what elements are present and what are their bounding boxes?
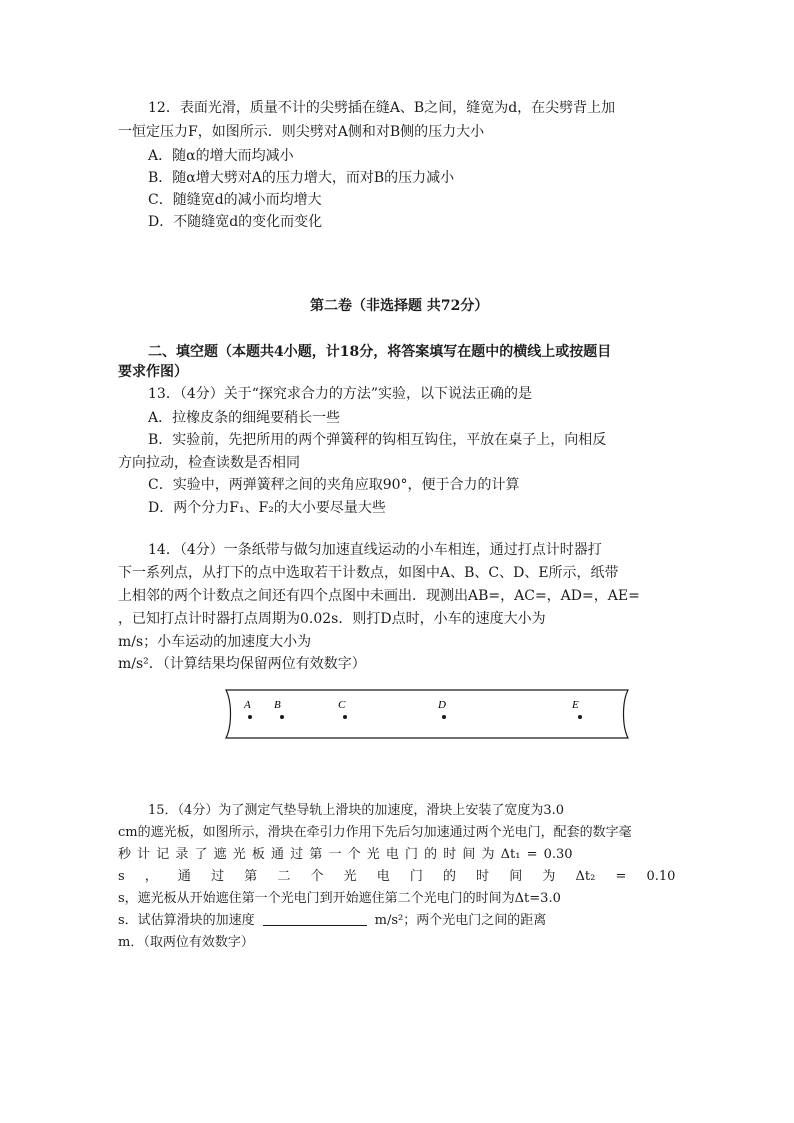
q13-option-b-cont: 方向拉动，检查读数是否相同 [118, 455, 300, 471]
q12-option-c: C．随缝宽d的减小而均增大 [148, 192, 322, 208]
q12-option-b: B．随α增大劈对A的压力增大，而对B的压力减小 [148, 170, 455, 186]
q14-stem-line4: ，已知打点计时器打点周期为0.02s．则打D点时，小车的速度大小为 [118, 611, 546, 627]
q13-option-c: C．实验中，两弹簧秤之间的夹角应取90°，便于合力的计算 [148, 477, 520, 493]
q14-stem-line3: 上相邻的两个计数点之间还有四个点图中未画出．现测出AB=，AC=，AD=，AE= [118, 588, 640, 604]
q15-stem-line2: cm的遮光板，如图所示，滑块在牵引力作用下先后匀加速通过两个光电门，配套的数字毫 [118, 825, 632, 840]
section-heading-line1: 二、填空题（本题共4小题，计18分，将答案填写在题中的横线上或按题目 [148, 344, 612, 360]
q15-stem-line7: m．（取两位有效数字） [118, 935, 254, 950]
q15-stem-line4: s ， 通 过 第 二 个 光 电 门 的 时 间 为 Δt₂ = 0.10 [118, 869, 676, 884]
paper-tape-figure [222, 688, 634, 740]
tape-label-a: A [244, 699, 251, 711]
q15-line6-prefix: s．试估算滑块的加速度 [118, 913, 255, 928]
tape-dot-c [343, 715, 347, 719]
tape-label-b: B [274, 699, 281, 711]
q12-stem-line2: 一恒定压力F，如图所示．则尖劈对A侧和对B侧的压力大小 [118, 124, 485, 140]
q15-stem-line5: s，遮光板从开始遮住第一个光电门到开始遮住第二个光电门的时间为Δt=3.0 [118, 891, 561, 906]
q14-stem-line1: 14．（4分）一条纸带与做匀加速直线运动的小车相连，通过打点计时器打 [148, 542, 602, 558]
q15-stem-line1: 15．（4分）为了测定气垫导轨上滑块的加速度，滑块上安装了宽度为3.0 [148, 803, 564, 818]
tape-dot-d [442, 715, 446, 719]
tape-dot-b [280, 715, 284, 719]
tape-label-c: C [338, 699, 346, 711]
tape-label-e: E [572, 699, 579, 711]
q15-acceleration-blank[interactable] [263, 911, 367, 926]
q15-line6-suffix: m/s²；两个光电门之间的距离 [374, 913, 547, 928]
q13-option-b: B．实验前，先把所用的两个弹簧秤的钩相互钩住，平放在桌子上，向相反 [148, 432, 607, 448]
q12-option-a: A．随α的增大而均减小 [148, 148, 294, 164]
q12-option-d: D．不随缝宽d的变化而变化 [148, 214, 323, 230]
q15-stem-line3: 秒 计 记 录 了 遮 光 板 通 过 第 一 个 光 电 门 的 时 间 为 Δt₁ = 0.30 [118, 847, 573, 862]
q12-stem-line1: 12．表面光滑，质量不计的尖劈插在缝A、B之间，缝宽为d，在尖劈背上加 [148, 100, 616, 116]
section-heading-line2: 要求作图） [118, 364, 188, 380]
paper-tape-outline [226, 690, 628, 738]
q13-option-a: A．拉橡皮条的细绳要稍长一些 [148, 410, 341, 426]
q14-stem-line5: m/s；小车运动的加速度大小为 [118, 634, 312, 650]
q13-option-d: D．两个分力F₁、F₂的大小要尽量大些 [148, 500, 386, 516]
tape-dot-a [248, 715, 252, 719]
section-title: 第二卷（非选择题 共72分） [310, 298, 489, 314]
tape-dot-e [578, 715, 582, 719]
q13-stem: 13．（4分）关于“探究求合力的方法”实验，以下说法正确的是 [148, 386, 533, 402]
q14-stem-line6: m/s²．（计算结果均保留两位有效数字） [118, 656, 366, 672]
q14-stem-line2: 下一系列点，从打下的点中选取若干计数点，如图中A、B、C、D、E所示，纸带 [118, 565, 619, 581]
tape-label-d: D [438, 699, 446, 711]
q15-stem-line6 [118, 910, 546, 932]
